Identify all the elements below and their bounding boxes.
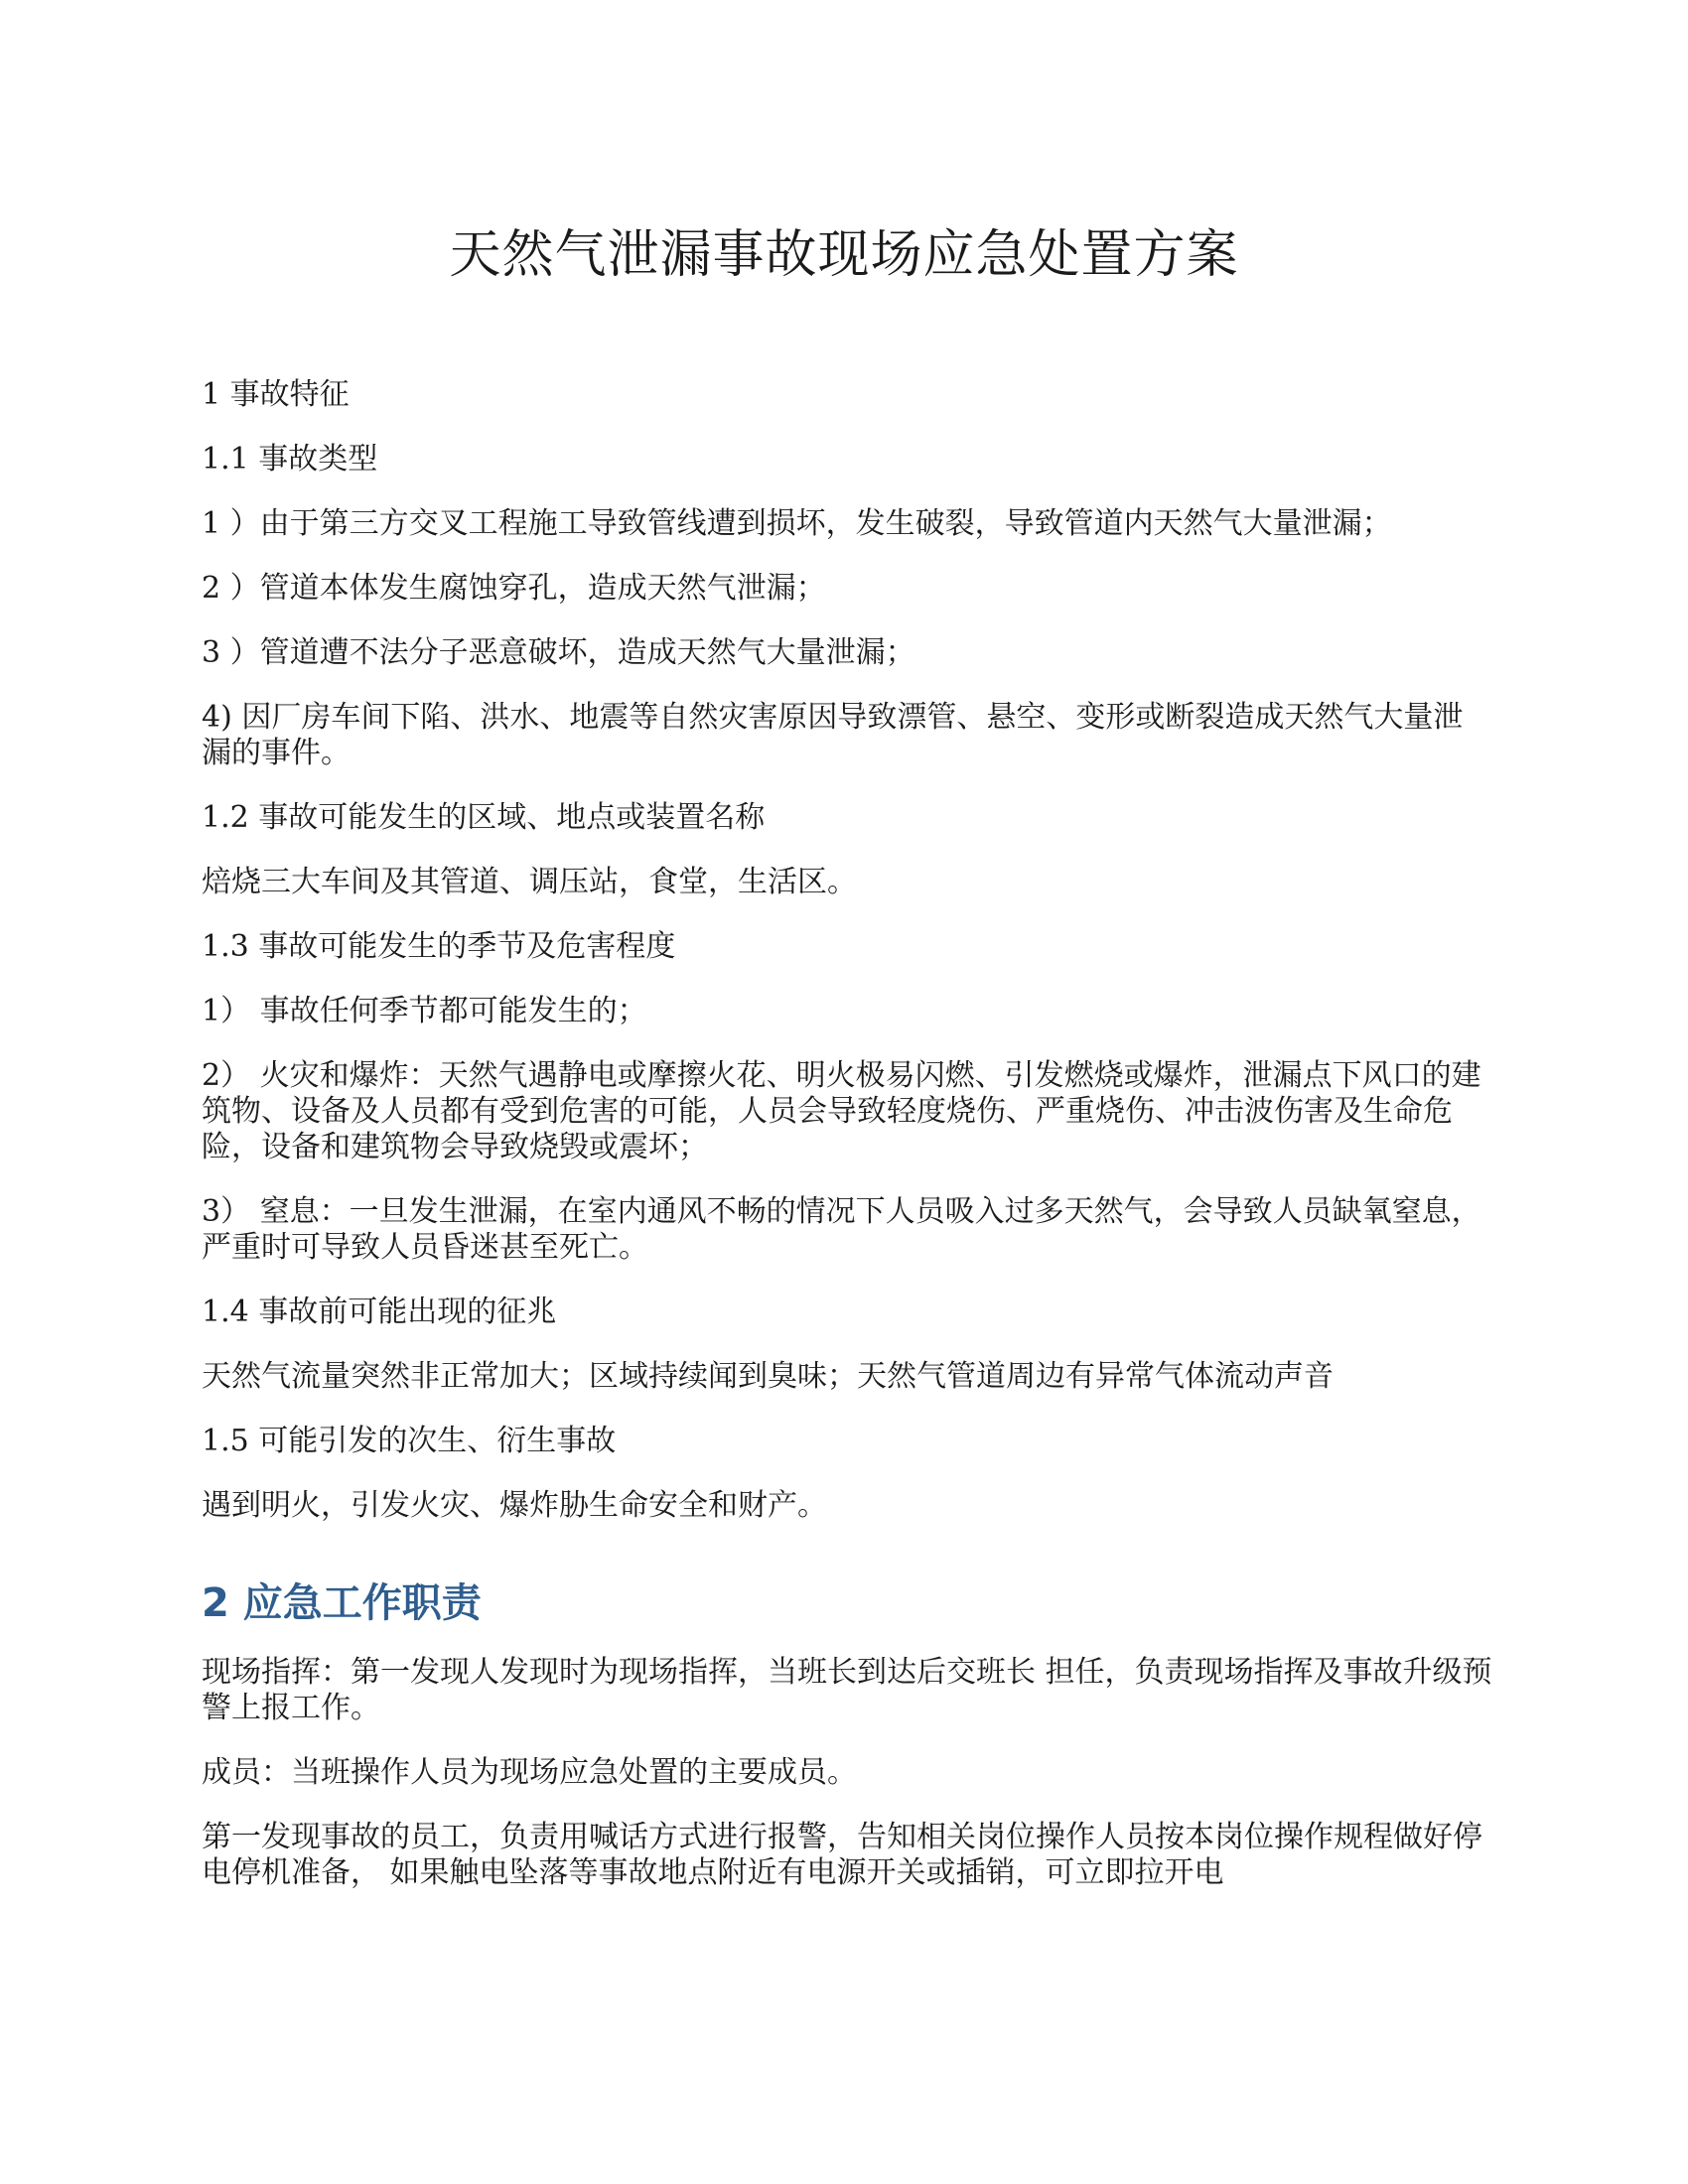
section-1-heading: 1 事故特征 [202, 377, 350, 412]
paragraph: 焙烧三大车间及其管道、调压站，食堂，生活区。 [202, 865, 857, 899]
paragraph: 天然气流量突然非正常加大；区域持续闻到臭味；天然气管道周边有异常气体流动声音 [202, 1359, 1334, 1394]
list-item: 2） 火灾和爆炸：天然气遇静电或摩擦火花、明火极易闪燃、引发燃烧或爆炸，泄漏点下风口的建筑物、设备及人员都有受到危害的可能，人员会导致轻度烧伤、严重烧伤、冲击波伤害及生命危险，设备和建筑物会导致烧毁或震坏； [202, 1058, 1481, 1164]
paragraph: 第一发现事故的员工，负责用喊话方式进行报警，告知相关岗位操作人员按本岗位操作规程做好停电停机准备， 如果触电坠落等事故地点附近有电源开关或插销，可立即拉开电 [202, 1820, 1482, 1890]
list-item: 2 ）管道本体发生腐蚀穿孔，造成天然气泄漏； [202, 571, 826, 606]
paragraph: 遇到明火，引发火灾、爆炸胁生命安全和财产。 [202, 1488, 827, 1523]
list-item: 1） 事故任何季节都可能发生的； [202, 994, 647, 1028]
document-title: 天然气泄漏事故现场应急处置方案 [449, 225, 1239, 285]
subsection-1-5-heading: 1.5 可能引发的次生、衍生事故 [202, 1424, 617, 1458]
subsection-1-3-heading: 1.3 事故可能发生的季节及危害程度 [202, 929, 676, 964]
section-2-heading: 2 应急工作职责 [202, 1580, 482, 1626]
document-body [202, 377, 1492, 1920]
subsection-1-2-heading: 1.2 事故可能发生的区域、地点或装置名称 [202, 800, 766, 835]
list-item: 3 ）管道遭不法分子恶意破坏，造成天然气大量泄漏； [202, 635, 915, 670]
subsection-1-1-heading: 1.1 事故类型 [202, 442, 378, 477]
list-item: 1 ）由于第三方交叉工程施工导致管线遭到损坏，发生破裂，导致管道内天然气大量泄漏； [202, 506, 1392, 541]
list-item: 4) 因厂房车间下陷、洪水、地震等自然灾害原因导致漂管、悬空、变形或断裂造成天然气大量泄漏的事件。 [202, 700, 1464, 770]
list-item: 3） 窒息：一旦发生泄漏，在室内通风不畅的情况下人员吸入过多天然气，会导致人员缺氧窒息，严重时可导致人员昏迷甚至死亡。 [202, 1194, 1481, 1265]
paragraph: 现场指挥：第一发现人发现时为现场指挥，当班长到达后交班长 担任，负责现场指挥及事故升级预警上报工作。 [202, 1655, 1492, 1725]
subsection-1-4-heading: 1.4 事故前可能出现的征兆 [202, 1295, 557, 1329]
paragraph: 成员：当班操作人员为现场应急处置的主要成员。 [202, 1755, 857, 1790]
